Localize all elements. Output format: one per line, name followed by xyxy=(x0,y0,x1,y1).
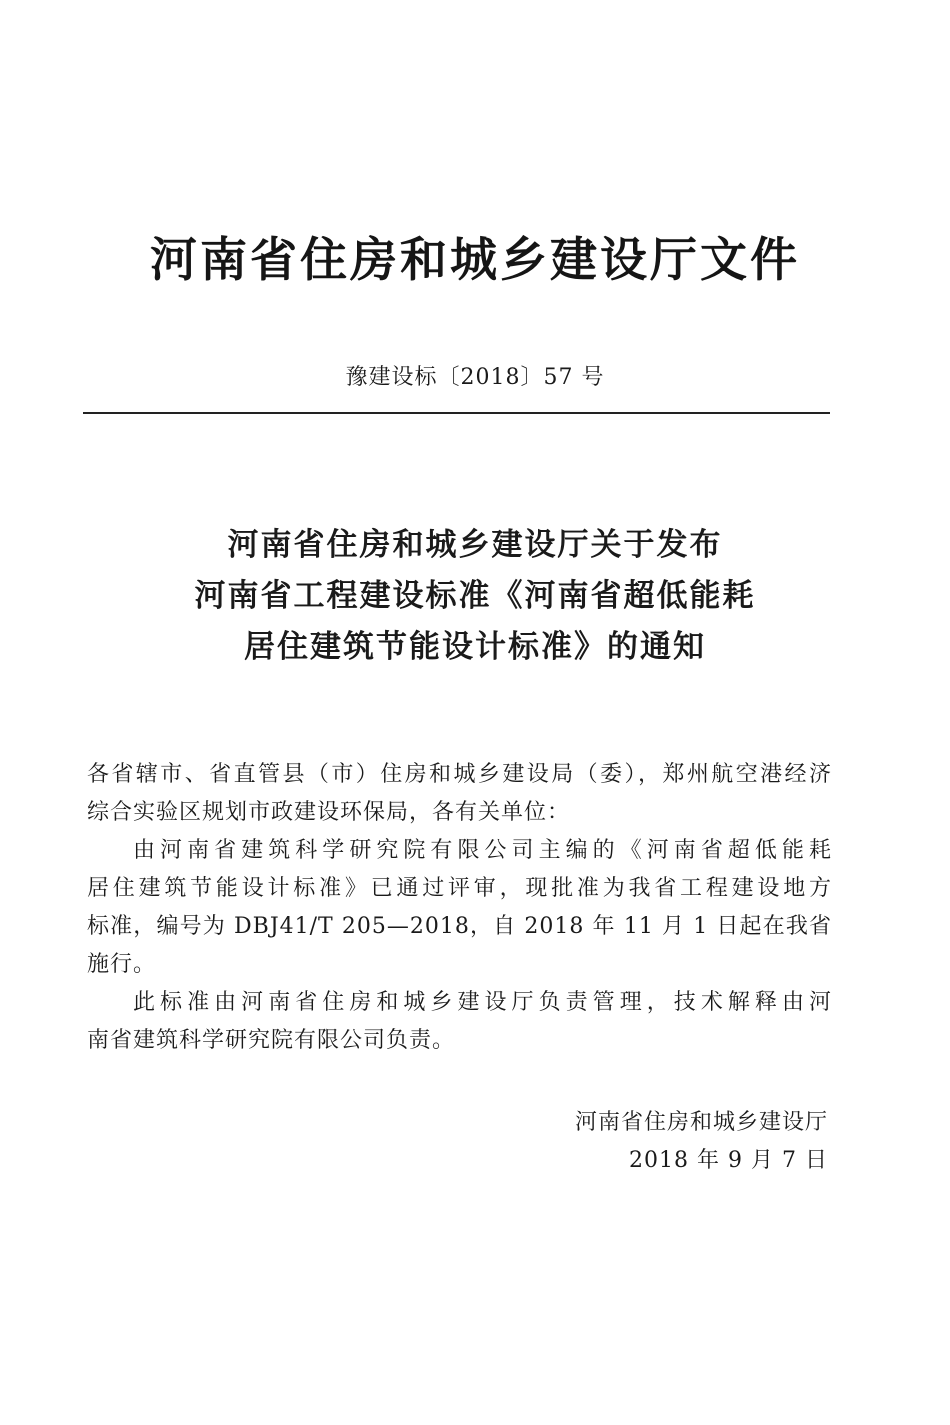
document-number: 豫建设标〔2018〕57 号 xyxy=(345,365,605,390)
notice-title-line: 河南省工程建设标准《河南省超低能耗 xyxy=(194,578,756,614)
addressee-line: 综合实验区规划市政建设环保局，各有关单位： xyxy=(87,800,571,825)
addressee-line: 各省辖市、省直管县（市）住房和城乡建设局（委），郑州航空港经济 xyxy=(87,762,832,787)
notice-body xyxy=(87,756,832,1060)
notice-title-line: 居住建筑节能设计标准》的通知 xyxy=(244,629,706,665)
paragraph-line: 居住建筑节能设计标准》已通过评审，现批准为我省工程建设地方 xyxy=(87,876,832,901)
header-divider xyxy=(83,412,830,414)
paragraph-line: 此标准由河南省住房和城乡建设厅负责管理，技术解释由河 xyxy=(133,990,832,1015)
document-header-title: 河南省住房和城乡建设厅文件 xyxy=(150,233,800,288)
paragraph-line: 南省建筑科学研究院有限公司负责。 xyxy=(87,1028,456,1053)
notice-title-line: 河南省住房和城乡建设厅关于发布 xyxy=(227,527,723,563)
signature-org: 河南省住房和城乡建设厅 xyxy=(574,1110,828,1135)
signature-date: 2018 年 9 月 7 日 xyxy=(629,1148,828,1173)
notice-title xyxy=(0,520,950,673)
signature-block xyxy=(575,1104,828,1180)
paragraph-line: 标准，编号为 DBJ41/T 205—2018，自 2018 年 11 月 1 日起在我省 xyxy=(87,914,832,939)
paragraph-line: 由河南省建筑科学研究院有限公司主编的《河南省超低能耗 xyxy=(133,838,832,863)
paragraph-line: 施行。 xyxy=(87,952,157,977)
